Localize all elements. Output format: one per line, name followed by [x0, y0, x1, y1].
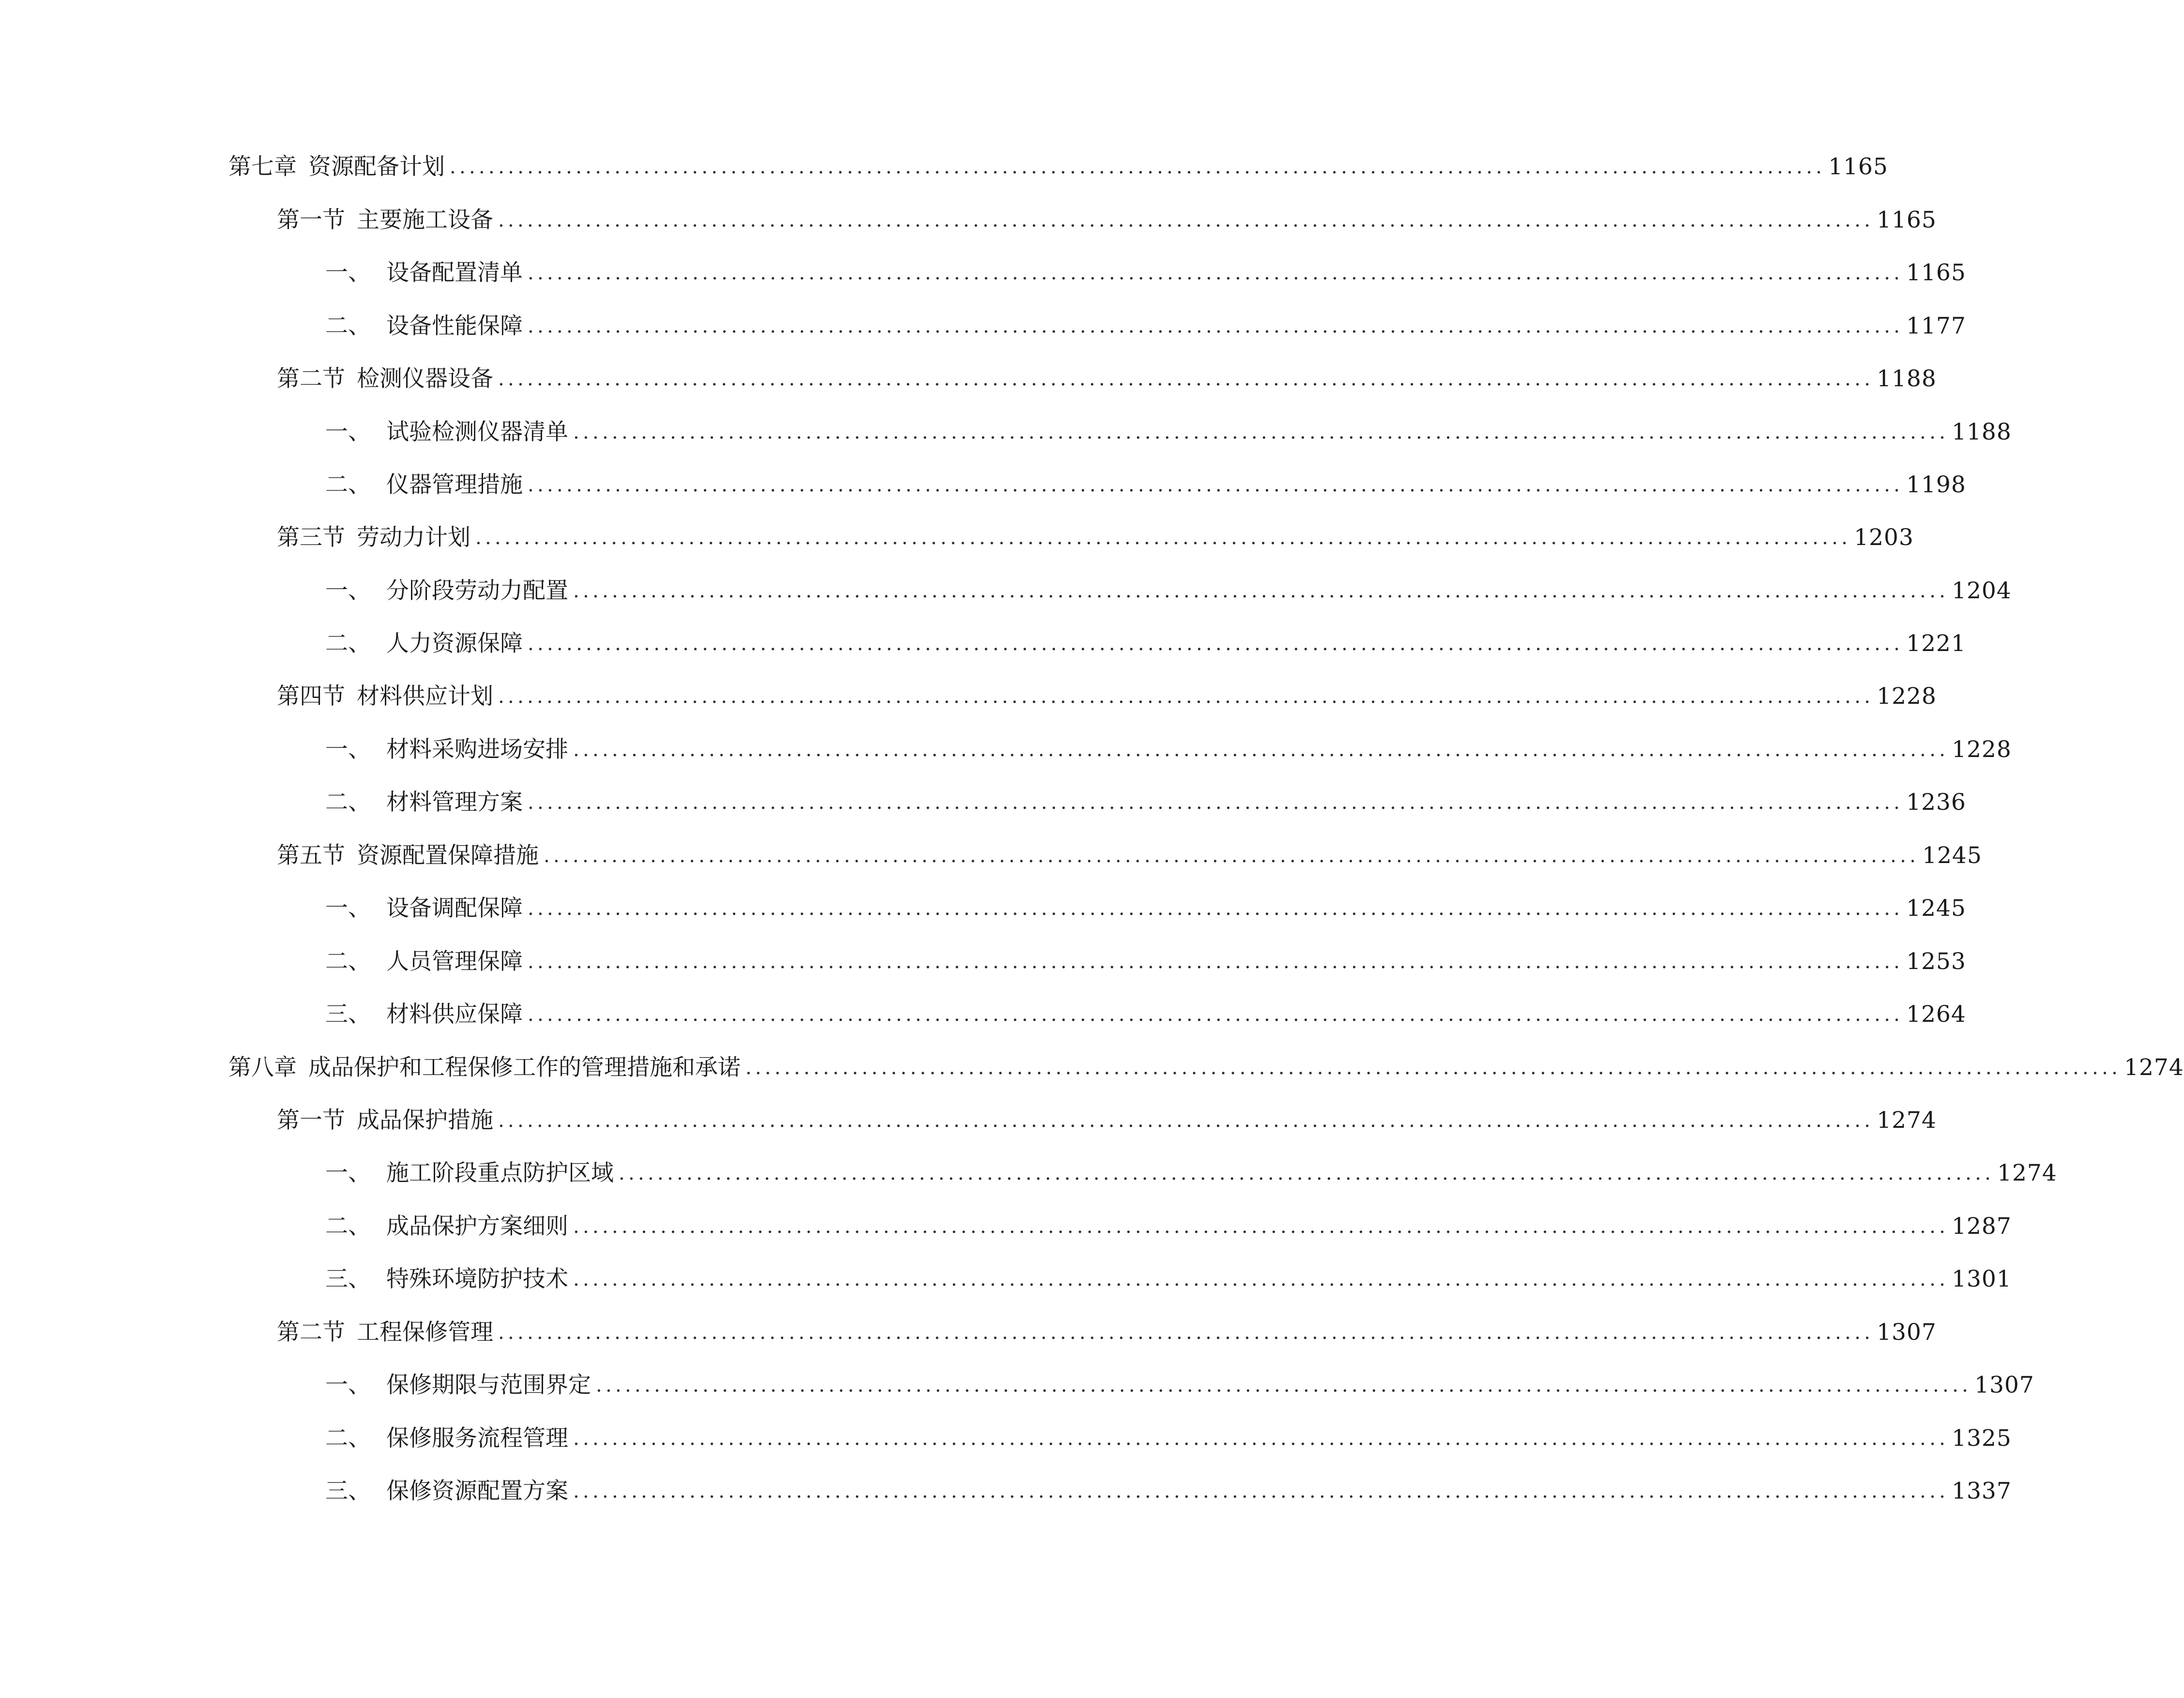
toc-section-number: 第二节: [277, 365, 345, 392]
toc-dot-leader: ..............................................................................................................................................: [498, 209, 1874, 231]
toc-entry-subsection[interactable]: [325, 778, 1966, 817]
toc-item-number: 一、: [325, 419, 371, 445]
toc-dot-leader: ..............................................................................................................................................: [528, 791, 1904, 814]
toc-entry-subsection[interactable]: [325, 1255, 2012, 1294]
toc-dot-leader: ..............................................................................................................................................: [528, 897, 1904, 920]
toc-item-number: 一、: [325, 577, 371, 604]
toc-entry-title: 材料管理方案: [386, 789, 523, 816]
toc-page-number: 1228: [1877, 683, 1937, 710]
toc-entry-title: 设备配置清单: [386, 259, 523, 286]
toc-entry-title: 设备性能保障: [386, 313, 523, 339]
toc-entry-title: 保修资源配置方案: [386, 1478, 568, 1504]
toc-dot-leader: ..............................................................................................................................................: [498, 368, 1874, 390]
toc-entry-section[interactable]: [277, 1308, 1937, 1347]
toc-item-number: 一、: [325, 1372, 371, 1398]
toc-page-number: 1245: [1922, 842, 1982, 869]
toc-entry-subsection[interactable]: [325, 884, 1966, 923]
toc-item-number: 一、: [325, 895, 371, 922]
toc-entry-section[interactable]: [277, 1096, 1937, 1135]
toc-dot-leader: ..............................................................................................................................................: [619, 1162, 1995, 1184]
toc-entry-subsection[interactable]: [325, 1149, 2057, 1188]
toc-entry-title: 试验检测仪器清单: [386, 419, 568, 445]
toc-item-number: 三、: [325, 1478, 371, 1504]
toc-dot-leader: ..............................................................................................................................................: [498, 1109, 1874, 1132]
toc-dot-leader: ..............................................................................................................................................: [596, 1374, 1972, 1396]
toc-dot-leader: ..............................................................................................................................................: [498, 685, 1874, 708]
toc-entry-section[interactable]: [277, 196, 1937, 235]
toc-entry-title: 保修期限与范围界定: [386, 1372, 591, 1398]
toc-dot-leader: ..............................................................................................................................................: [528, 633, 1904, 655]
toc-dot-leader: ..............................................................................................................................................: [573, 580, 1949, 602]
toc-section-number: 第四节: [277, 683, 345, 710]
toc-entry-section[interactable]: [277, 514, 1914, 552]
toc-page-number: 1188: [1952, 419, 2012, 445]
toc-section-number: 第三节: [277, 524, 345, 551]
toc-item-number: 二、: [325, 471, 371, 498]
toc-dot-leader: ..............................................................................................................................................: [573, 1215, 1949, 1238]
toc-entry-title: 仪器管理措施: [386, 471, 523, 498]
toc-page-number: 1245: [1906, 895, 1966, 922]
toc-dot-leader: ..............................................................................................................................................: [528, 1003, 1904, 1026]
toc-entry-title: 成品保护方案细则: [386, 1213, 568, 1240]
toc-item-number: 三、: [325, 1266, 371, 1292]
toc-entry-title: 特殊环境防护技术: [386, 1266, 568, 1292]
toc-item-number: 二、: [325, 313, 371, 339]
toc-dot-leader: ..............................................................................................................................................: [745, 1057, 2122, 1079]
toc-item-number: 二、: [325, 789, 371, 816]
toc-item-number: 一、: [325, 1160, 371, 1186]
toc-item-number: 一、: [325, 259, 371, 286]
toc-page-number: 1253: [1906, 948, 1966, 975]
toc-entry-title: 主要施工设备: [357, 207, 493, 233]
toc-section-number: 第一节: [277, 207, 345, 233]
toc-page-number: 1307: [1974, 1372, 2034, 1398]
toc-page-number: 1188: [1877, 365, 1937, 392]
toc-dot-leader: ..............................................................................................................................................: [528, 262, 1904, 284]
toc-page-number: 1274: [1877, 1107, 1937, 1134]
toc-chapter-number: 第七章: [228, 153, 297, 180]
toc-page-number: 1228: [1952, 736, 2012, 763]
toc-entry-title: 材料采购进场安排: [386, 736, 568, 763]
toc-page-number: 1165: [1906, 259, 1966, 286]
toc-item-number: 二、: [325, 630, 371, 657]
toc-dot-leader: ..............................................................................................................................................: [450, 156, 1826, 178]
toc-entry-subsection[interactable]: [325, 408, 2012, 447]
toc-entry-title: 成品保护措施: [357, 1107, 493, 1134]
toc-page-number: 1264: [1906, 1001, 1966, 1028]
toc-page-number: 1203: [1854, 524, 1914, 551]
toc-page-number: 1274: [1997, 1160, 2057, 1186]
toc-entry-title: 人员管理保障: [386, 948, 523, 975]
toc-entry-title: 工程保修管理: [357, 1319, 493, 1346]
toc-entry-section[interactable]: [277, 355, 1937, 394]
toc-entry-title: 人力资源保障: [386, 630, 523, 657]
toc-entry-title: 保修服务流程管理: [386, 1425, 568, 1452]
toc-entry-subsection[interactable]: [325, 461, 1966, 500]
toc-item-number: 二、: [325, 1425, 371, 1452]
toc-entry-title: 材料供应保障: [386, 1001, 523, 1028]
toc-section-number: 第一节: [277, 1107, 345, 1134]
toc-entry-title: 资源配置保障措施: [357, 842, 539, 869]
toc-dot-leader: ..............................................................................................................................................: [573, 1268, 1949, 1290]
toc-entry-chapter-8[interactable]: [228, 1044, 2184, 1082]
toc-page-number: 1177: [1906, 313, 1966, 339]
toc-entry-section[interactable]: [277, 832, 1982, 870]
toc-entry-title: 劳动力计划: [357, 524, 470, 551]
toc-section-number: 第二节: [277, 1319, 345, 1346]
toc-page-number: 1165: [1828, 153, 1888, 180]
toc-entry-title: 材料供应计划: [357, 683, 493, 710]
toc-dot-leader: ..............................................................................................................................................: [573, 739, 1949, 761]
toc-page-number: 1165: [1877, 207, 1937, 233]
toc-page-number: 1325: [1952, 1425, 2012, 1452]
toc-entry-subsection[interactable]: [325, 1414, 2012, 1453]
toc-entry-subsection[interactable]: [325, 620, 1966, 658]
toc-dot-leader: ..............................................................................................................................................: [573, 421, 1949, 443]
toc-dot-leader: ..............................................................................................................................................: [475, 527, 1851, 549]
toc-section-number: 第五节: [277, 842, 345, 869]
toc-entry-chapter-7[interactable]: [228, 143, 1888, 182]
toc-page-number: 1287: [1952, 1213, 2012, 1240]
toc-entry-subsection[interactable]: [325, 249, 1966, 288]
toc-page-number: 1236: [1906, 789, 1966, 816]
toc-dot-leader: ..............................................................................................................................................: [528, 474, 1904, 496]
toc-entry-title: 资源配备计划: [308, 153, 445, 180]
toc-entry-subsection[interactable]: [325, 567, 2012, 606]
toc-page-number: 1204: [1952, 577, 2012, 604]
toc-page-number: 1337: [1952, 1478, 2012, 1504]
toc-entry-subsection[interactable]: [325, 302, 1966, 341]
toc-dot-leader: ..............................................................................................................................................: [498, 1321, 1874, 1344]
toc-entry-subsection[interactable]: [325, 1202, 2012, 1241]
toc-entry-section[interactable]: [277, 672, 1937, 711]
toc-item-number: 一、: [325, 736, 371, 763]
toc-dot-leader: ..............................................................................................................................................: [528, 315, 1904, 337]
toc-entry-subsection[interactable]: [325, 1467, 2012, 1506]
toc-entry-subsection[interactable]: [325, 938, 1966, 976]
toc-dot-leader: ..............................................................................................................................................: [544, 845, 1920, 867]
toc-entry-title: 检测仪器设备: [357, 365, 493, 392]
toc-page-number: 1301: [1952, 1266, 2012, 1292]
toc-item-number: 二、: [325, 948, 371, 975]
toc-item-number: 三、: [325, 1001, 371, 1028]
toc-page-number: 1221: [1906, 630, 1966, 657]
toc-entry-title: 成品保护和工程保修工作的管理措施和承诺: [308, 1054, 741, 1081]
toc-entry-subsection[interactable]: [325, 726, 2012, 764]
toc-dot-leader: ..............................................................................................................................................: [528, 951, 1904, 973]
toc-dot-leader: ..............................................................................................................................................: [573, 1427, 1949, 1450]
toc-page-number: 1274: [2124, 1054, 2184, 1081]
toc-entry-title: 施工阶段重点防护区域: [386, 1160, 614, 1186]
toc-entry-title: 设备调配保障: [386, 895, 523, 922]
toc-entry-subsection[interactable]: [325, 990, 1966, 1029]
toc-entry-subsection[interactable]: [325, 1361, 2034, 1400]
toc-page-number: 1307: [1877, 1319, 1937, 1346]
toc-chapter-number: 第八章: [228, 1054, 297, 1081]
toc-page-number: 1198: [1906, 471, 1966, 498]
toc-item-number: 二、: [325, 1213, 371, 1240]
toc-dot-leader: ..............................................................................................................................................: [573, 1480, 1949, 1502]
toc-entry-title: 分阶段劳动力配置: [386, 577, 568, 604]
